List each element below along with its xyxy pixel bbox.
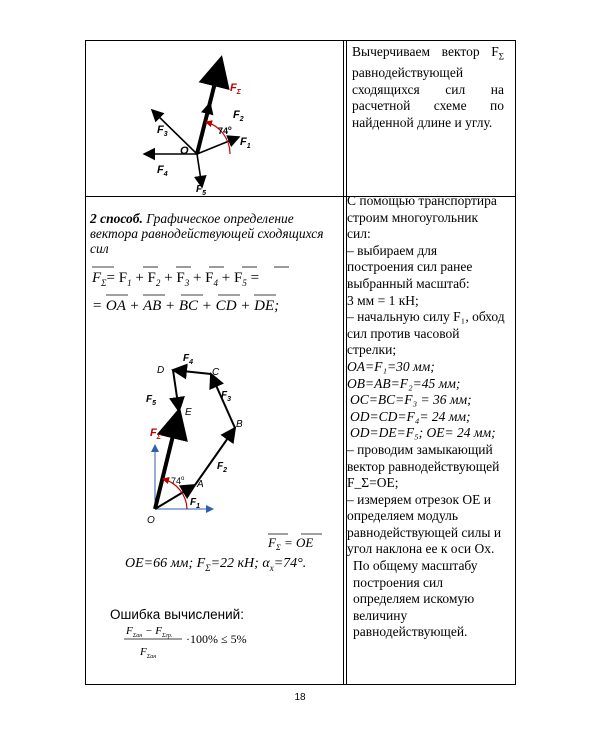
force-vectors-diagram	[140, 55, 270, 200]
error-formula	[120, 620, 270, 665]
label-o-poly: O	[147, 515, 155, 526]
label-f4-poly: $F_4$	[183, 353, 194, 366]
method-title: Графическое определение вектора равнодействующей сходящихся сил	[90, 211, 324, 256]
svg-text:FΣ= F1 + F2 + F3 + F4 + F5 =: $F_\Sigma= F_1 + F_2 + F_3 + F_4 + F_5$ =	[92, 270, 260, 288]
label-f2-poly: $F_2$	[217, 461, 228, 474]
svg-text:FΣан − FΣгр.: $F_{\Sigma ан} - F_{\Sigma гр.}$	[126, 625, 173, 639]
step-4: – начальную силу F₁, обход сил против часовой стрелки;	[347, 309, 505, 358]
label-c: C	[212, 367, 220, 378]
step-1: С помощью транспортира строим многоугольник сил:	[347, 193, 497, 242]
right-steps	[347, 193, 505, 641]
method-heading-block	[90, 211, 340, 256]
svg-text:FΣан: $F_{\Sigma ан}$	[140, 646, 157, 660]
label-f3: $F_3$	[157, 124, 168, 138]
force-polygon-diagram	[135, 345, 255, 530]
label-b: B	[236, 419, 243, 430]
step-11: F_Σ=OE;	[347, 475, 399, 491]
error-label: Ошибка вычислений:	[110, 607, 244, 622]
label-origin: O	[180, 145, 189, 157]
label-angle-poly: 74$^o$	[171, 476, 185, 486]
step-3: 3 мм = 1 кН;	[347, 292, 419, 308]
method-heading: 2 способ.	[90, 211, 143, 226]
label-f-sigma-poly: $F_\Sigma$	[150, 427, 161, 441]
ab-segment	[195, 428, 235, 485]
vector-sum-formula	[88, 262, 338, 320]
bc-segment	[211, 374, 235, 428]
label-d: D	[157, 365, 165, 376]
label-f4: $F_4$	[157, 164, 168, 178]
label-f3-poly: $F_3$	[221, 390, 232, 403]
step-2: – выбираем для построения сил ранее выбранный масштаб:	[347, 242, 473, 291]
equality-formula	[264, 530, 339, 552]
label-f1-poly: $F_1$	[190, 497, 201, 510]
f2-vector	[197, 103, 210, 154]
step-5: OA=F₁=30 мм;	[347, 358, 435, 374]
svg-text:= OA + AB + BC + CD + DE;: = OA + AB + BC + CD + DE;	[92, 298, 280, 314]
f1-vector	[197, 137, 239, 154]
label-a: A	[197, 479, 204, 490]
label-f5: $F_5$	[196, 184, 207, 197]
de-segment	[173, 370, 179, 411]
label-f1: $F_1$	[240, 136, 251, 150]
step-13: По общему масштабу построения сил определяем искомую величину равнодействующей.	[353, 558, 478, 640]
step-7: OC=BC=F₃ = 36 мм;	[350, 392, 472, 408]
result-line: OE=66 мм; $F_\Sigma=22$ кН; $\alpha_x=74^\circ$.	[125, 556, 307, 573]
page-number: 18	[294, 692, 306, 703]
step-8: OD=CD=F₄= 24 мм;	[350, 408, 471, 424]
step-9: OD=DE=F₅; OE= 24 мм;	[350, 425, 496, 441]
oe-resultant	[155, 411, 179, 509]
label-f5-poly: $F_5$	[146, 394, 157, 407]
label-f2: $F_2$	[233, 109, 244, 123]
label-f-sigma: $F_\Sigma$	[230, 82, 241, 96]
cd-segment	[173, 370, 211, 374]
svg-text:·100% ≤ 5%: ·100% ≤ 5%	[186, 632, 247, 646]
top-right-text: Вычерчиваем вектор $F_\Sigma$ равнодействующей сходящихся сил на расчетной схеме по найденной длине и углу.	[352, 44, 504, 131]
label-angle: 74$^o$	[218, 126, 232, 136]
label-e: E	[185, 407, 192, 418]
step-10: – проводим замыкающий вектор равнодействующей	[347, 441, 500, 474]
step-12: – измеряем отрезок OE и определяем модуль равнодействующей силы и угол наклона ее к оси Ox.	[347, 491, 502, 557]
f5-vector	[197, 154, 202, 187]
step-6: OB=AB=F₂=45 мм;	[347, 375, 461, 391]
svg-text:FΣ = OE: $F_\Sigma$ = OE	[268, 535, 314, 552]
